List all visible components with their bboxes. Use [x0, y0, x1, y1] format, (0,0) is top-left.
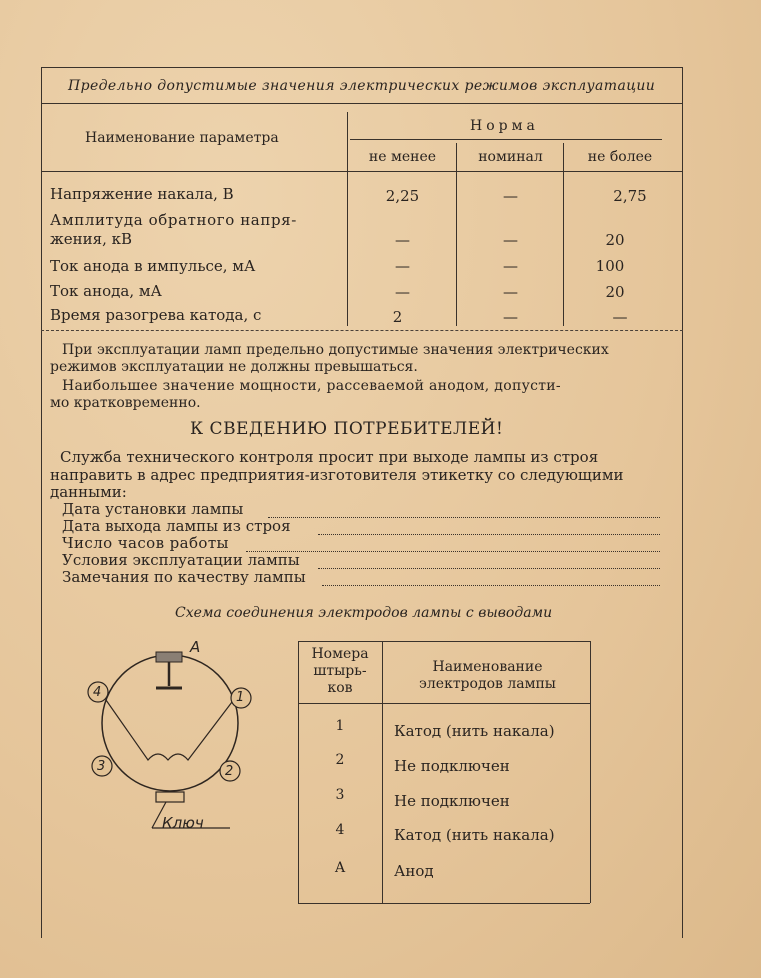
- note-line-3: Наибольшее значение мощности, рассеваемой анодом, допусти-: [62, 378, 561, 394]
- pin-row-1-num: 1: [335, 718, 345, 734]
- field-install-date: Дата установки лампы: [62, 500, 244, 518]
- field-conditions: Условия эксплуатации лампы: [62, 551, 300, 569]
- note-line-1: При эксплуатации ламп предельно допустимые значения электрических: [62, 342, 609, 358]
- pin-2-label: 2: [225, 764, 234, 779]
- row-1-nom: —: [503, 187, 518, 205]
- row-1-name: Напряжение накала, В: [50, 185, 234, 203]
- row-5-nom: —: [503, 308, 518, 326]
- pins-header-num-2: штырь-: [313, 663, 367, 679]
- title-divider: [41, 103, 683, 104]
- col-nom: номинал: [478, 149, 543, 165]
- pin-row-1-name: Катод (нить накала): [394, 722, 555, 740]
- header-norm: Норма: [470, 118, 539, 134]
- pins-table-left: [298, 641, 299, 903]
- key-label: Ключ: [162, 814, 204, 832]
- pins-table-header-line: [298, 703, 590, 704]
- row-2-name-line1: Амплитуда обратного напря-: [50, 211, 297, 229]
- row-3-nom: —: [503, 257, 518, 275]
- norm-divider: [350, 139, 662, 140]
- pins-header-num-1: Номера: [311, 646, 369, 662]
- pin-row-2-num: 2: [335, 752, 345, 768]
- header-bottom-line: [41, 171, 683, 172]
- row-3-min: —: [395, 257, 410, 275]
- pins-header-num-3: ков: [327, 680, 353, 696]
- row-4-max: 20: [605, 283, 625, 301]
- row-4-name: Ток анода, мА: [50, 282, 162, 300]
- pins-table-right: [590, 641, 591, 903]
- pin-row-5-num: А: [334, 860, 346, 876]
- row-2-nom: —: [503, 231, 518, 249]
- row-1-min: 2,25: [385, 187, 420, 205]
- row-2-max: 20: [605, 231, 625, 249]
- row-3-max: 100: [595, 257, 625, 275]
- pin-row-3-num: 3: [335, 787, 345, 803]
- tube-pin-diagram: [80, 640, 280, 840]
- consumer-heading: К СВЕДЕНИЮ ПОТРЕБИТЕЛЕЙ!: [190, 419, 504, 439]
- field-failure-date-line: [318, 534, 660, 535]
- pin-row-5-name: Анод: [394, 862, 434, 880]
- field-hours-line: [246, 551, 660, 552]
- pins-table-bottom: [298, 903, 590, 904]
- schema-title: Схема соединения электродов лампы с выводами: [175, 605, 553, 621]
- col-max: не более: [587, 149, 653, 165]
- pins-header-name-2: электродов лампы: [419, 676, 556, 692]
- anode-label: А: [190, 638, 201, 656]
- pins-table-mid: [382, 641, 383, 903]
- col-min: не менее: [368, 149, 437, 165]
- consumer-p2: направить в адрес предприятия-изготовителя этикетку со следующими: [50, 466, 624, 484]
- pin-row-3-name: Не подключен: [394, 792, 510, 810]
- field-conditions-line: [318, 568, 660, 569]
- limits-title: Предельно допустимые значения электрических режимов эксплуатации: [68, 78, 656, 94]
- pin-row-4-num: 4: [335, 822, 345, 838]
- field-failure-date: Дата выхода лампы из строя: [62, 517, 291, 535]
- note-line-2: режимов эксплуатации не должны превышаться.: [50, 359, 418, 375]
- pin-row-2-name: Не подключен: [394, 757, 510, 775]
- table-bottom-line: [41, 330, 683, 331]
- note-line-4: мо кратковременно.: [50, 395, 201, 411]
- row-5-name: Время разогрева катода, с: [50, 306, 262, 324]
- consumer-p3: данными:: [50, 483, 127, 501]
- pin-4-label: 4: [93, 685, 102, 700]
- row-3-name: Ток анода в импульсе, мА: [50, 257, 256, 275]
- row-5-min: 2: [392, 308, 403, 326]
- field-install-date-line: [268, 517, 660, 518]
- row-5-max: —: [612, 308, 628, 326]
- row-2-name-line2: жения, кВ: [50, 230, 133, 248]
- header-param: Наименование параметра: [85, 130, 279, 146]
- consumer-p1: Служба технического контроля просит при выходе лампы из строя: [60, 448, 599, 466]
- pin-3-label: 3: [97, 759, 106, 774]
- field-remarks: Замечания по качеству лампы: [62, 568, 306, 586]
- pins-header-name-1: Наименование: [432, 659, 543, 675]
- table-vline-2: [456, 143, 457, 326]
- row-4-min: —: [395, 283, 410, 301]
- row-1-max: 2,75: [613, 187, 647, 205]
- row-2-min: —: [395, 231, 410, 249]
- pin-row-4-name: Катод (нить накала): [394, 826, 555, 844]
- pin-1-label: 1: [236, 690, 245, 705]
- pins-table-top: [298, 641, 590, 642]
- row-4-nom: —: [503, 283, 518, 301]
- field-hours: Число часов работы: [62, 534, 229, 552]
- table-vline-1: [347, 112, 348, 326]
- field-remarks-line: [322, 585, 660, 586]
